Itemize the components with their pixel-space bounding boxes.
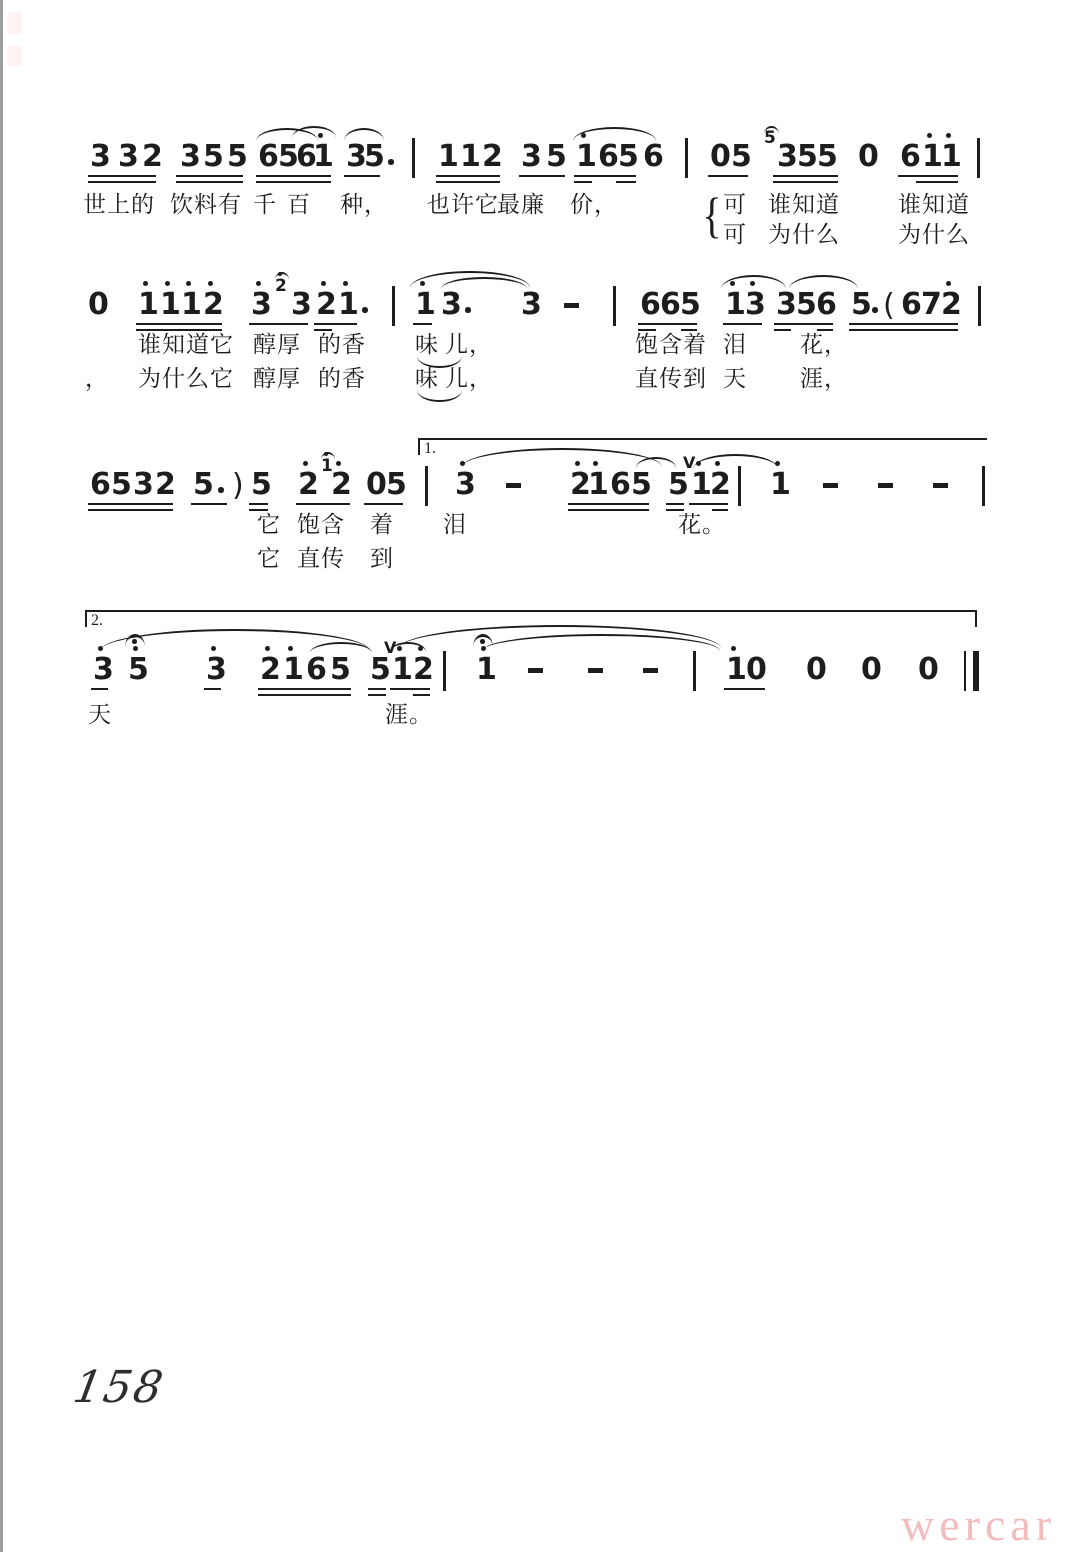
lyric: 着 bbox=[370, 512, 394, 537]
note: 5 bbox=[370, 652, 391, 687]
note: 5 bbox=[618, 139, 639, 174]
duration-dash bbox=[823, 483, 838, 488]
lyric: 泪 bbox=[723, 332, 747, 357]
octave-dot bbox=[775, 461, 780, 466]
lyric: 饱含着 bbox=[635, 332, 707, 357]
lyric: 天 bbox=[88, 702, 112, 727]
beam-line bbox=[723, 323, 762, 325]
lyric: ， bbox=[85, 366, 109, 391]
lyric: 百 bbox=[287, 192, 311, 217]
note: 3 bbox=[133, 467, 154, 502]
lyric: 种， bbox=[340, 192, 388, 217]
note: 5 bbox=[731, 139, 752, 174]
note: 3 bbox=[180, 139, 201, 174]
note: 2 bbox=[260, 655, 281, 685]
note: 1 bbox=[588, 470, 609, 500]
duration-dash bbox=[588, 668, 603, 673]
duration-dash bbox=[506, 483, 521, 488]
lyric: 花， bbox=[800, 332, 848, 357]
note: 2 bbox=[941, 290, 962, 320]
augmentation-dot bbox=[465, 307, 471, 313]
octave-dot bbox=[420, 281, 425, 286]
volta-label: 2. bbox=[91, 612, 103, 629]
note: 1 bbox=[476, 655, 497, 685]
lyric: 醇厚 bbox=[253, 332, 301, 357]
octave-dot bbox=[321, 281, 326, 286]
octave-dot bbox=[946, 133, 951, 138]
note: 5 bbox=[546, 139, 567, 174]
note: 6 bbox=[610, 467, 631, 502]
note: 1 bbox=[725, 290, 746, 320]
lyric: 世上的 bbox=[83, 192, 155, 217]
beam-line bbox=[849, 323, 958, 325]
beam-line bbox=[249, 509, 268, 511]
beam-line bbox=[774, 329, 791, 331]
note: 1 bbox=[460, 139, 481, 174]
note: 2 bbox=[570, 470, 591, 500]
octave-dot bbox=[143, 281, 148, 286]
beam-line bbox=[708, 175, 748, 177]
note: 3 bbox=[521, 287, 542, 322]
barline bbox=[412, 138, 415, 178]
octave-dot bbox=[460, 461, 465, 466]
note: 5 bbox=[227, 139, 248, 174]
note: 6 bbox=[258, 139, 279, 174]
lyric: 为什么 bbox=[898, 222, 970, 247]
beam-line bbox=[413, 323, 432, 325]
note: 2 bbox=[710, 470, 731, 500]
note: 6 bbox=[296, 139, 317, 174]
note: 5 bbox=[193, 467, 214, 502]
note: 3 bbox=[251, 290, 272, 320]
barline bbox=[978, 286, 981, 326]
beam-line bbox=[689, 503, 728, 505]
note: 3 bbox=[118, 139, 139, 174]
barline bbox=[443, 651, 446, 691]
slur bbox=[292, 126, 336, 138]
octave-dot bbox=[98, 646, 103, 651]
note: 6 bbox=[643, 139, 664, 174]
octave-dot bbox=[318, 133, 323, 138]
beam-line bbox=[898, 175, 958, 177]
grace-note: 2 bbox=[275, 278, 287, 295]
note: 5 bbox=[128, 655, 149, 685]
beam-line bbox=[249, 323, 308, 325]
note: 5 bbox=[330, 652, 351, 687]
lyric: 它 bbox=[257, 512, 281, 537]
octave-dot bbox=[593, 461, 598, 466]
octave-dot bbox=[278, 272, 282, 276]
lyric: 儿， bbox=[445, 366, 493, 391]
beam-line bbox=[849, 329, 958, 331]
note: 2 bbox=[142, 139, 163, 174]
lyric: 价， bbox=[570, 192, 618, 217]
music-system bbox=[0, 440, 1080, 600]
note: 2 bbox=[203, 290, 224, 320]
augmentation-dot bbox=[362, 307, 368, 313]
beam-line bbox=[413, 694, 430, 696]
note: 5 bbox=[364, 139, 385, 174]
lyric: 的香 bbox=[318, 332, 366, 357]
beam-line bbox=[724, 688, 765, 690]
volta-label: 1. bbox=[424, 440, 436, 457]
note: 1 bbox=[313, 142, 334, 172]
note: 6 bbox=[660, 287, 681, 322]
note: 0 bbox=[806, 652, 827, 687]
beam-line bbox=[574, 181, 592, 183]
note: 5 bbox=[668, 467, 689, 502]
lyric: 泪 bbox=[443, 512, 467, 537]
beam-line bbox=[773, 175, 838, 177]
lyric: 涯。 bbox=[385, 702, 433, 727]
octave-dot bbox=[186, 281, 191, 286]
beam-line bbox=[436, 175, 500, 177]
beam-line bbox=[638, 323, 697, 325]
note: 3 bbox=[455, 470, 476, 500]
note: 5 bbox=[797, 139, 818, 174]
parenthesis: ) bbox=[232, 468, 244, 503]
beam-line bbox=[258, 688, 351, 690]
note: 5 bbox=[796, 287, 817, 322]
note: 1 bbox=[138, 290, 159, 320]
note: 2 bbox=[331, 470, 352, 500]
beam-line bbox=[616, 181, 636, 183]
note: 1 bbox=[160, 290, 181, 320]
note: 5 bbox=[851, 287, 872, 322]
lyric: 花。 bbox=[678, 512, 726, 537]
lyric: 为什么它 bbox=[138, 366, 234, 391]
final-barline bbox=[964, 651, 979, 691]
octave-dot bbox=[750, 281, 755, 286]
music-system bbox=[0, 612, 1080, 785]
music-system bbox=[0, 276, 1080, 420]
note: 3 bbox=[90, 139, 111, 174]
beam-line bbox=[176, 175, 243, 177]
beam-line bbox=[344, 175, 380, 177]
note: 6 bbox=[900, 139, 921, 174]
lyric: 的香 bbox=[318, 366, 366, 391]
lyric: 饱含 bbox=[297, 512, 345, 537]
lyric: 它 bbox=[257, 546, 281, 571]
lyric: 涯， bbox=[800, 366, 848, 391]
note: 2 bbox=[298, 470, 319, 500]
octave-dot bbox=[927, 133, 932, 138]
music-system bbox=[0, 128, 1080, 272]
lyric: 谁知道 bbox=[768, 192, 840, 217]
octave-dot bbox=[336, 461, 341, 466]
lyric: 可 bbox=[723, 192, 747, 217]
beam-line bbox=[258, 694, 351, 696]
note: 3 bbox=[777, 139, 798, 174]
note: 6 bbox=[90, 467, 111, 502]
beam-line bbox=[681, 329, 697, 331]
beam-line bbox=[256, 175, 331, 177]
octave-dot bbox=[731, 646, 736, 651]
beam-line bbox=[568, 509, 649, 511]
octave-dot bbox=[343, 281, 348, 286]
octave-dot bbox=[581, 133, 586, 138]
octave-dot bbox=[265, 646, 270, 651]
barline bbox=[685, 138, 688, 178]
lyric: 直传到 bbox=[635, 366, 707, 391]
note: 5 bbox=[631, 467, 652, 502]
beam-line bbox=[519, 175, 565, 177]
breath-mark: V bbox=[683, 453, 696, 472]
barline bbox=[425, 466, 428, 506]
note: 6 bbox=[306, 652, 327, 687]
beam-line bbox=[176, 181, 243, 183]
note: 1 bbox=[726, 655, 747, 685]
octave-dot bbox=[730, 281, 735, 286]
note: 2 bbox=[413, 655, 434, 685]
barline bbox=[977, 138, 980, 178]
note: 1 bbox=[576, 142, 597, 172]
note: 1 bbox=[941, 142, 962, 172]
lyric: 儿， bbox=[445, 332, 493, 357]
beam-line bbox=[256, 181, 331, 183]
octave-dot bbox=[397, 646, 402, 651]
lyrics-brace: { bbox=[702, 187, 722, 243]
note: 1 bbox=[392, 655, 413, 685]
beam-line bbox=[91, 688, 108, 690]
grace-note: 5 bbox=[764, 128, 776, 148]
beam-line bbox=[136, 323, 222, 325]
beam-line bbox=[249, 503, 268, 505]
beam-line bbox=[368, 694, 386, 696]
note: 3 bbox=[745, 290, 766, 320]
beam-line bbox=[88, 175, 156, 177]
note: 3 bbox=[521, 139, 542, 174]
note: 5 bbox=[203, 139, 224, 174]
duration-dash bbox=[528, 668, 543, 673]
note: 6 bbox=[598, 139, 619, 174]
beam-line bbox=[712, 509, 728, 511]
beam-line bbox=[568, 503, 649, 505]
octave-dot bbox=[575, 461, 580, 466]
note: 7 bbox=[921, 287, 942, 322]
note: 5 bbox=[251, 467, 272, 502]
note: 0 bbox=[366, 467, 387, 502]
lyric: 千 bbox=[253, 192, 277, 217]
lyric: 到 bbox=[370, 546, 394, 571]
beam-line bbox=[88, 503, 173, 505]
page-number: 158 bbox=[69, 1362, 169, 1413]
octave-dot bbox=[208, 281, 213, 286]
note: 0 bbox=[710, 139, 731, 174]
note: 3 bbox=[93, 655, 114, 685]
lyric-tie bbox=[417, 390, 462, 402]
lyric: 饮料有 bbox=[170, 192, 242, 217]
barline bbox=[738, 466, 741, 506]
note: 2 bbox=[482, 139, 503, 174]
octave-dot bbox=[324, 452, 328, 456]
beam-line bbox=[436, 181, 500, 183]
note: 1 bbox=[338, 290, 359, 320]
lyric: 最廉 bbox=[497, 192, 545, 217]
note: 0 bbox=[861, 652, 882, 687]
parenthesis: ( bbox=[883, 288, 895, 323]
note: 3 bbox=[291, 287, 312, 322]
beam-line bbox=[136, 329, 222, 331]
beam-line bbox=[774, 323, 833, 325]
octave-dot bbox=[303, 461, 308, 466]
barline bbox=[392, 286, 395, 326]
note: 1 bbox=[438, 139, 459, 174]
note: 1 bbox=[691, 470, 712, 500]
beam-line bbox=[364, 503, 403, 505]
breath-mark: V bbox=[384, 638, 397, 657]
scan-smudge bbox=[8, 46, 22, 66]
barline bbox=[982, 466, 985, 506]
beam-line bbox=[204, 688, 221, 690]
beam-line bbox=[390, 688, 430, 690]
note: 5 bbox=[278, 139, 299, 174]
note: 5 bbox=[817, 139, 838, 174]
note: 1 bbox=[283, 655, 304, 685]
note: 5 bbox=[111, 467, 132, 502]
beam-line bbox=[638, 329, 656, 331]
note: 0 bbox=[88, 287, 109, 322]
duration-dash bbox=[643, 668, 658, 673]
note: 0 bbox=[746, 652, 767, 687]
lyric: 味 bbox=[415, 332, 439, 357]
note: 3 bbox=[776, 287, 797, 322]
beam-line bbox=[773, 181, 838, 183]
beam-line bbox=[88, 509, 173, 511]
lyric: 醇厚 bbox=[253, 366, 301, 391]
beam-line bbox=[296, 503, 350, 505]
barline bbox=[613, 286, 616, 326]
beam-line bbox=[191, 503, 227, 505]
octave-dot bbox=[418, 646, 423, 651]
lyric: 谁知道它 bbox=[138, 332, 234, 357]
beam-line bbox=[666, 509, 684, 511]
barline bbox=[693, 651, 696, 691]
note: 5 bbox=[680, 287, 701, 322]
beam-line bbox=[314, 329, 332, 331]
watermark: wercar bbox=[901, 1499, 1057, 1550]
duration-dash bbox=[878, 483, 893, 488]
octave-dot bbox=[715, 461, 720, 466]
note: 0 bbox=[858, 139, 879, 174]
duration-dash bbox=[564, 303, 579, 308]
lyric: 可 bbox=[723, 222, 747, 247]
note: 1 bbox=[922, 142, 943, 172]
note: 3 bbox=[206, 655, 227, 685]
octave-dot bbox=[256, 281, 261, 286]
note: 6 bbox=[640, 287, 661, 322]
note: 1 bbox=[415, 290, 436, 320]
augmentation-dot bbox=[218, 487, 224, 493]
note: 0 bbox=[918, 652, 939, 687]
octave-dot bbox=[165, 281, 170, 286]
beam-line bbox=[368, 688, 386, 690]
lyric: 为什么 bbox=[768, 222, 840, 247]
grace-note: 1 bbox=[321, 458, 333, 475]
augmentation-dot bbox=[388, 159, 394, 165]
beam-line bbox=[88, 181, 156, 183]
octave-dot bbox=[696, 461, 701, 466]
note: 3 bbox=[441, 287, 462, 322]
note: 5 bbox=[386, 467, 407, 502]
duration-dash bbox=[933, 483, 948, 488]
lyric: 直传 bbox=[297, 546, 345, 571]
lyric: 味 bbox=[415, 366, 439, 391]
beam-line bbox=[314, 323, 357, 325]
octave-dot bbox=[946, 281, 951, 286]
note: 3 bbox=[346, 139, 367, 174]
note: 2 bbox=[155, 467, 176, 502]
augmentation-dot bbox=[872, 307, 878, 313]
octave-dot bbox=[288, 646, 293, 651]
beam-line bbox=[817, 329, 833, 331]
note: 6 bbox=[901, 287, 922, 322]
note: 6 bbox=[816, 287, 837, 322]
beam-line bbox=[666, 503, 684, 505]
octave-dot bbox=[211, 646, 216, 651]
note: 1 bbox=[770, 470, 791, 500]
beam-line bbox=[574, 175, 636, 177]
lyric: 天 bbox=[723, 366, 747, 391]
lyric: 谁知道 bbox=[898, 192, 970, 217]
note: 1 bbox=[181, 290, 202, 320]
note: 2 bbox=[316, 290, 337, 320]
scan-smudge bbox=[8, 12, 22, 34]
lyric: 也许它 bbox=[427, 192, 499, 217]
beam-line bbox=[916, 181, 958, 183]
